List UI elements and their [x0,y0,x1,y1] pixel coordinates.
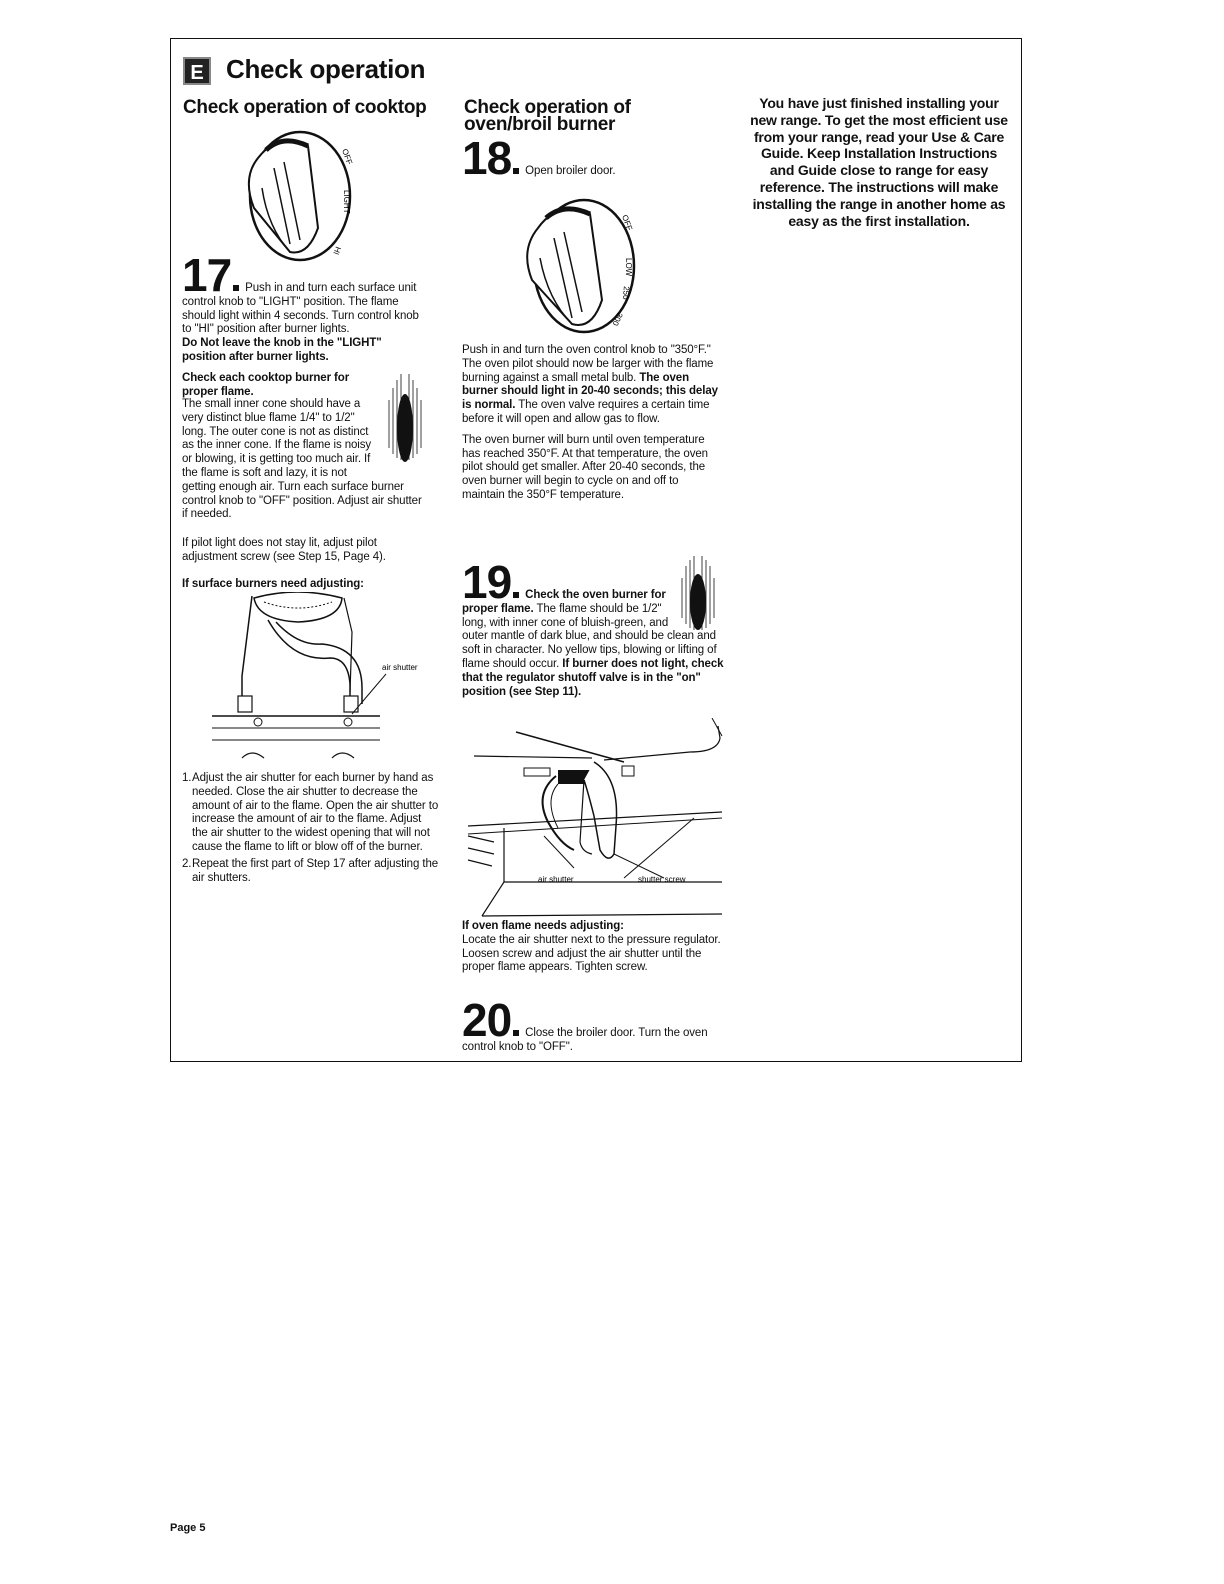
oven-air-shutter-label: air shutter [538,875,574,884]
air-shutter-label: air shutter [382,663,418,672]
check-flame-block [182,372,372,400]
step18-text: Open broiler door. [525,165,616,177]
check-flame-lead: Check each cooktop burner for proper flame. [182,372,350,398]
surface-adjust-heading: If surface burners need adjusting: [182,578,364,590]
step17-text: Push in and turn each surface unit control knob to "LIGHT" position. The flame should light within 4 seconds. Turn control knob to "HI" position after burner lights. [182,282,419,336]
oven-adjust-block [462,920,724,975]
oven-knob-label-off: OFF [620,213,635,232]
oven-knob-label-low: LOW [624,258,633,277]
oven-push-text: Push in and turn the oven control knob to "350°F." The oven pilot should now be larger with the flame burning against a small metal bulb. [462,344,714,384]
step19-text: The flame should be 1/2" long, with inner cone of bluish-green, and outer mantle of dark blue, and should be clean and soft in character. No yellow tips, blowing or lifting of flame should occur. [462,602,717,670]
step20-number: 20 [462,994,512,1046]
oven-heading-line1: Check operation of [464,97,631,118]
knob-label-hi: HI [331,245,343,256]
pilot-text [182,537,428,572]
oven-heading-line2: oven/broil burner [464,114,616,135]
cooktop-flame-illustration [383,370,427,466]
adjust-step-1: 1. Adjust the air shutter for each burner by hand as needed. Close the air shutter to decrease the amount of air to the flame. Open the air shutter to increase the amount of air to the flame. Adjust the air shutter to the widest opening that will not cause the flame to lift or blow off of the burner. [182,772,439,853]
step20-text: Close the broiler door. Turn the oven control knob to "OFF". [462,1027,708,1053]
oven-push-block [462,344,724,510]
oven-knob-label-250: 250 [620,285,631,300]
bullet-square [513,592,519,598]
cooktop-knob-illustration [238,128,358,264]
oven-adjust-heading: If oven flame needs adjusting: [462,920,624,932]
bullet-square [513,1030,519,1036]
oven-push-bold: The oven burner should light in 20-40 seconds; this delay is normal. [462,371,718,412]
knob-label-off: OFF [340,147,355,166]
oven-adjust-text: Locate the air shutter next to the pressure regulator. Loosen screw and adjust the air shutter until the proper flame appears. Tighten screw. [462,933,721,974]
oven-heading [464,99,631,133]
closing-note: You have just finished installing your new range. To get the most efficient use from your range, read your Use & Care Guide. Keep Installation Instructions and Guide close to range for easy reference. The instructions will make installing the range in another home as easy as the first installation. [750,95,1008,229]
oven-knob-illustration [518,194,642,338]
air-shutter-illustration [212,592,438,768]
section-title: Check operation [226,54,426,84]
oven-flame-illustration [676,552,720,634]
step20-block [462,994,724,1055]
oven-burn-text: The oven burner will burn until oven temperature has reached 350°F. At that temperature, the oven pilot should get smaller. After 20-40 seconds, the oven burner will begin to cycle on and off to maintain the 350°F temperature. [462,433,708,501]
cooktop-heading: Check operation of cooktop [183,97,427,118]
step18-block [462,132,722,184]
oven-push-text2: The oven valve requires a certain time before it will open and allow gas to flow. [462,399,710,425]
check-flame-text: The small inner cone should have a very distinct blue flame 1/4" to 1/2" long. The outer cone is not as distinct as the inner cone. If the flame is noisy or blowing, it is getting too much air. If the flame is soft and lazy, it is not getting enough air. Turn each surface burner control knob to "OFF" position. Adjust air shutter if needed. [182,398,422,521]
bullet-square [513,168,519,174]
step17-block [182,249,428,372]
adjust-step-2: 2. Repeat the first part of Step 17 after adjusting the air shutters. [182,857,439,884]
page-number: Page 5 [170,1522,206,1534]
section-badge: E [183,57,211,85]
pilot-paragraph: If pilot light does not stay lit, adjust pilot adjustment screw (see Step 15, Page 4). [182,537,386,563]
oven-shutter-screw-label: shutter screw [638,875,686,884]
oven-shutter-illustration [464,718,726,918]
step19-number: 19 [462,556,512,608]
oven-knob-label-300: 300 [610,311,625,328]
step18-number: 18 [462,132,512,184]
knob-label-light: LIGHT [342,190,351,214]
step17-warning: Do Not leave the knob in the "LIGHT" position after burner lights. [182,337,382,363]
step17-number: 17 [182,249,232,301]
bullet-square [233,285,239,291]
step19-lead: Check the oven burner for proper flame. [462,589,666,615]
surface-adjust-steps [182,772,440,888]
step19-bold: If burner does not light, check that the regulator shutoff valve is in the "on" position (see Step 11). [462,657,724,698]
